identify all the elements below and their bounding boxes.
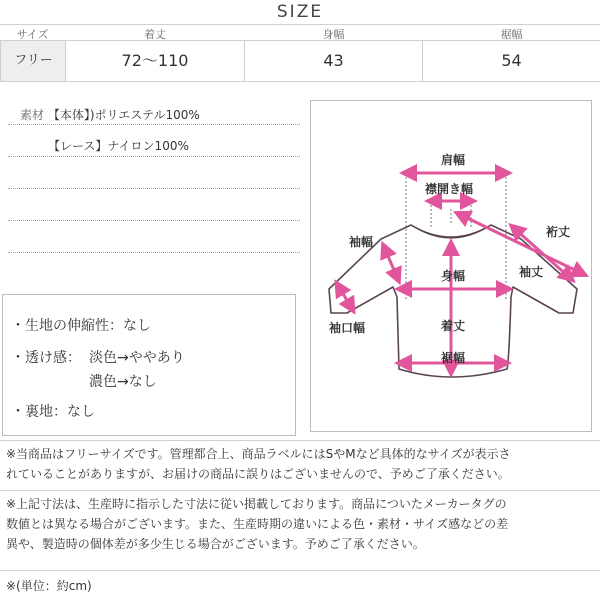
feature-lining: ・裏地：なし xyxy=(11,404,95,420)
notes-divider xyxy=(0,570,600,571)
label-shoulder: 肩幅 xyxy=(441,153,466,167)
table-divider xyxy=(65,41,66,82)
value-length: 72〜110 xyxy=(121,51,189,70)
cuff-arrow xyxy=(339,287,351,307)
header-size: サイズ xyxy=(16,28,49,41)
size-table-header xyxy=(0,25,600,41)
page-title: SIZE xyxy=(276,2,324,22)
feature-sheer-label: ・透け感： xyxy=(11,350,81,366)
note-measurement xyxy=(6,494,508,554)
dotted-divider xyxy=(8,188,300,189)
material-lace: 【レース】ナイロン100% xyxy=(48,139,189,153)
value-hem: 54 xyxy=(501,51,522,70)
note-measurement-line-1: ※上記寸法は、生産時に指示した寸法に従い掲載しております。商品についたメーカータグの xyxy=(6,497,507,511)
neckline xyxy=(411,225,491,238)
feature-sheer-light: 淡色→ややあり xyxy=(89,350,185,366)
size-table xyxy=(0,25,600,83)
value-chest: 43 xyxy=(323,51,344,70)
material-body: 【本体】)ポリエステル100% xyxy=(47,108,200,122)
header-hem: 裾幅 xyxy=(500,28,523,41)
label-sleeve-width: 袖幅 xyxy=(349,235,374,249)
header-length: 着丈 xyxy=(144,28,166,41)
note-free-size-line-2: れていることがありますが、お届けの商品に誤りはございませんので、予めご了承ください。 xyxy=(6,467,510,481)
dotted-divider xyxy=(8,124,300,125)
sleeve-width-arrow xyxy=(385,249,397,277)
feature-sheer-dark: 濃色→なし xyxy=(89,374,157,390)
label-sleeve-length: 袖丈 xyxy=(519,265,544,279)
dotted-divider xyxy=(8,220,300,221)
notes-divider xyxy=(0,490,600,491)
label-yuki: 裄丈 xyxy=(546,225,571,239)
features-box xyxy=(2,294,296,436)
dotted-divider xyxy=(8,156,300,157)
label-neck: 襟開き幅 xyxy=(425,182,474,196)
note-measurement-line-3: 異や、製造時の個体差が多少生じる場合がございます。予めご了承ください。 xyxy=(6,537,425,551)
row-size: フリー xyxy=(0,41,66,81)
label-chest: 身幅 xyxy=(441,269,466,283)
unit-note: ※(単位：約cm) xyxy=(6,579,92,593)
header-chest: 身幅 xyxy=(322,28,345,41)
note-free-size-line-1: ※当商品はフリーサイズです。管理都合上、商品ラベルにはSやMなど具体的なサイズが表示さ xyxy=(6,447,511,461)
table-divider xyxy=(422,41,423,82)
material-label: 素材 xyxy=(20,108,45,122)
note-free-size xyxy=(6,444,511,484)
label-hem: 裾幅 xyxy=(441,351,466,365)
table-row xyxy=(0,41,600,82)
feature-stretch: ・生地の伸縮性：なし xyxy=(11,318,151,334)
measurement-diagram xyxy=(310,100,592,432)
label-length: 着丈 xyxy=(441,319,466,333)
note-measurement-line-2: 数値とは異なる場合がございます。また、生産時期の違いによる色・素材・サイズ感などの差 xyxy=(6,517,509,531)
label-cuff: 袖口幅 xyxy=(329,321,366,335)
notes-divider xyxy=(0,440,600,441)
dotted-divider xyxy=(8,252,300,253)
material-line-1 xyxy=(20,106,200,123)
table-divider xyxy=(244,41,245,82)
